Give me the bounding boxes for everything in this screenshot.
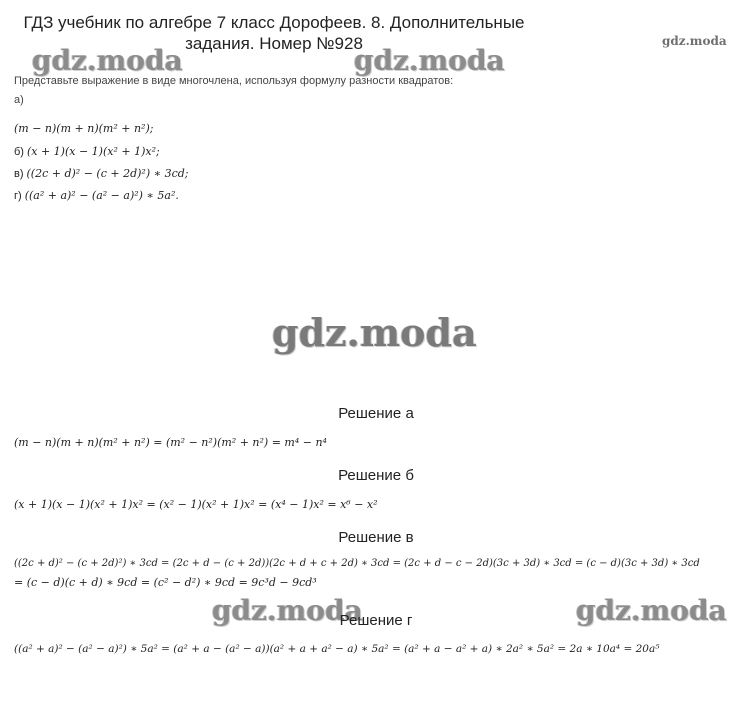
- solution-c-line: ((2c + d)² − (c + 2d)²) ∗ 3cd = (2c + d − (c + 2d))(2c + d + c + 2d) ∗ 3cd = (2c + d − c − 2d)(3c + 3d) ∗ 3cd = (c − d)(3c + 3d) ∗ 3cd: [14, 558, 700, 569]
- watermark-logo: gdz.moda: [272, 310, 477, 355]
- solution-c-line: = (c − d)(c + d) ∗ 9cd = (c² − d²) ∗ 9cd = 9c³d − 9cd³: [14, 576, 317, 589]
- task-item-label: а): [14, 94, 24, 106]
- task-item-expr: ((2c + d)² − (c + 2d)²) ∗ 3cd;: [26, 167, 189, 180]
- solution-b-line: (x + 1)(x − 1)(x² + 1)x² = (x² − 1)(x² + 1)x² = (x⁴ − 1)x² = x⁶ − x²: [14, 498, 378, 511]
- task-item-label: б): [14, 146, 24, 158]
- watermark-logo: gdz.moda: [576, 594, 727, 627]
- task-item-label: г): [14, 190, 22, 202]
- task-item-a: [14, 122, 153, 135]
- task-item-expr: (x + 1)(x − 1)(x² + 1)x²;: [26, 145, 160, 158]
- watermark-logo: gdz.moda: [662, 34, 727, 48]
- watermark-logo: gdz.moda: [212, 594, 363, 627]
- task-item-d: [14, 189, 179, 202]
- watermark-logo: gdz.moda: [354, 44, 505, 77]
- watermark-logo: gdz.moda: [32, 44, 183, 77]
- task-item-expr: ((a² + a)² − (a² − a)²) ∗ 5a².: [24, 189, 179, 202]
- task-item-label: в): [14, 168, 24, 180]
- solution-d-heading: Решение г: [339, 612, 413, 629]
- task-prompt: Представьте выражение в виде многочлена, используя формулу разности квадратов:: [14, 75, 454, 87]
- task-item-expr: (m − n)(m + n)(m² + n²);: [14, 122, 154, 135]
- solution-a-line: (m − n)(m + n)(m² + n²) = (m² − n²)(m² + n²) = m⁴ − n⁴: [14, 436, 327, 449]
- solution-b-heading: Решение б: [338, 467, 414, 484]
- solution-a-heading: Решение а: [338, 405, 414, 422]
- task-item-c: [14, 167, 189, 180]
- task-item-b: [14, 145, 160, 158]
- solution-d-line: ((a² + a)² − (a² − a)²) ∗ 5a² = (a² + a − (a² − a))(a² + a + a² − a) ∗ 5a² = (a² + a − a² + a) ∗ 2a² ∗ 5a² = 2a ∗ 10a⁴ = 20a⁵: [14, 643, 660, 655]
- page-title: ГДЗ учебник по алгебре 7 класс Дорофеев. 8. Дополнительные задания. Номер №928: [23, 13, 525, 53]
- solution-c-heading: Решение в: [338, 529, 414, 546]
